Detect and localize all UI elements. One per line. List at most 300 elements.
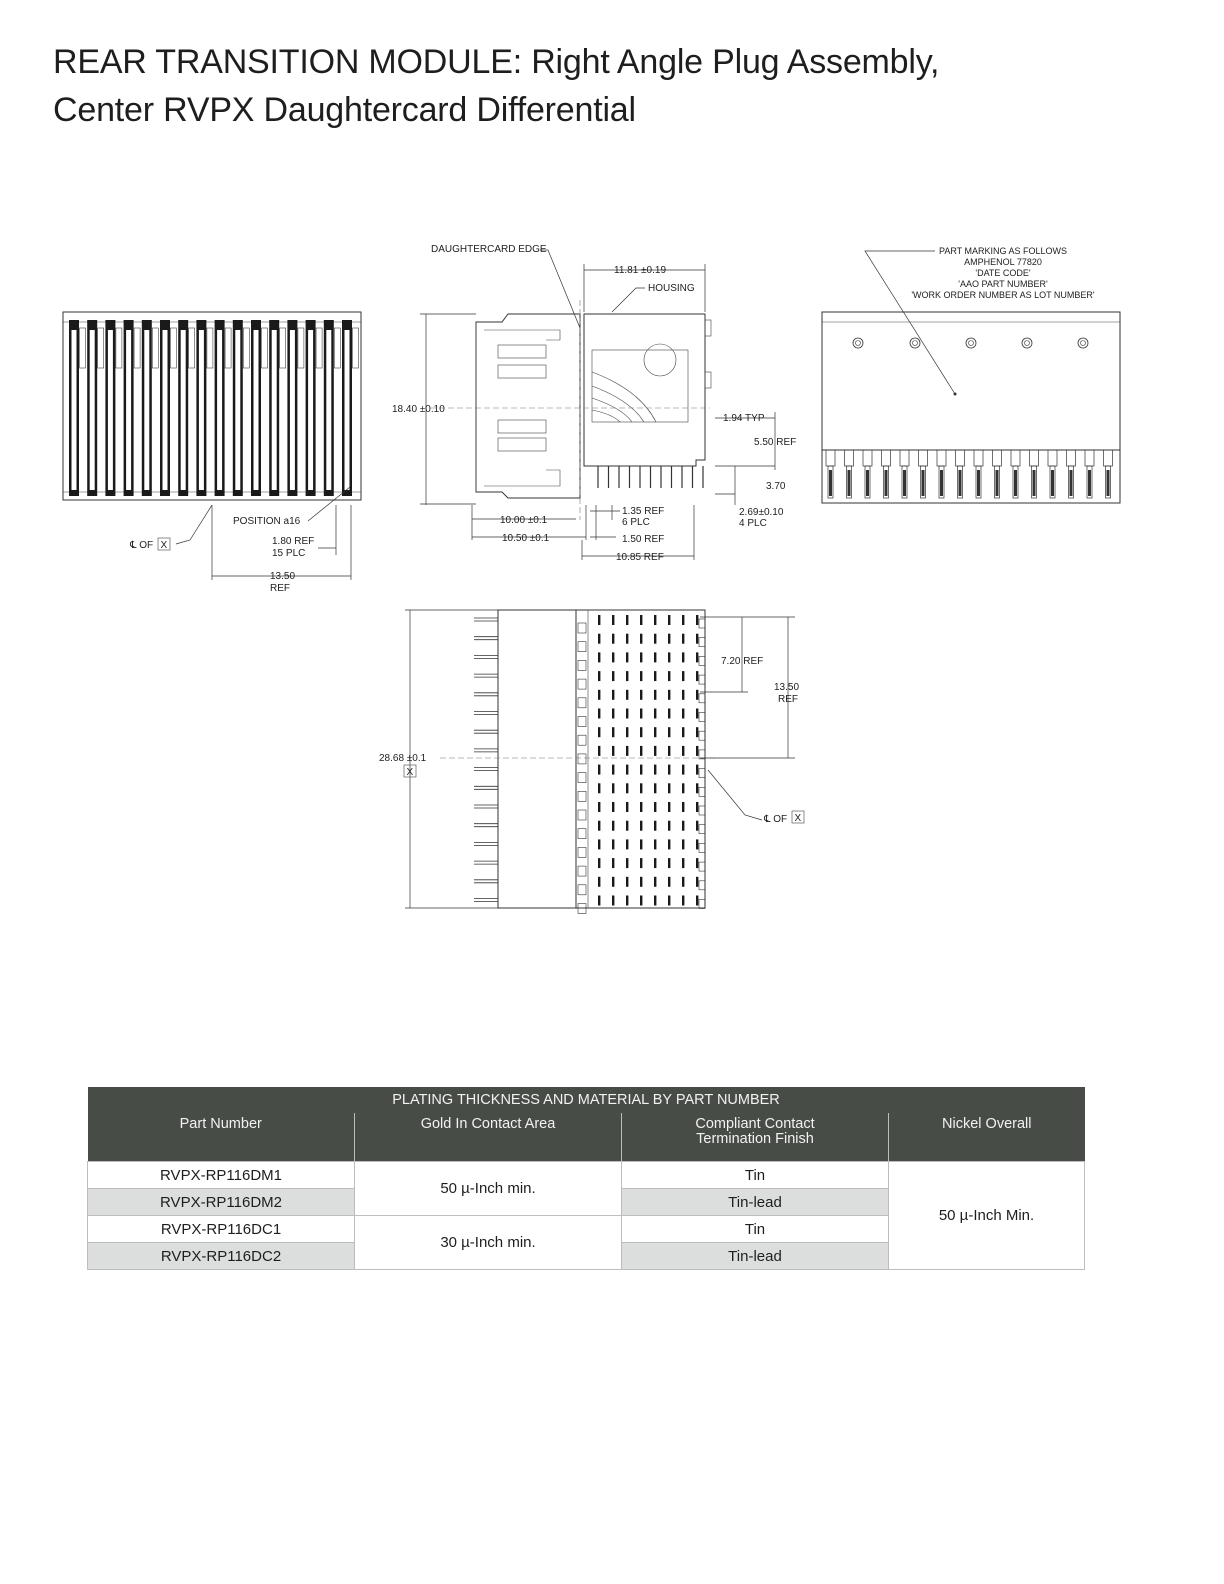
dim-1350-ref: REF	[778, 694, 798, 705]
contact-dot	[612, 690, 614, 700]
contact-dot	[696, 652, 698, 662]
contact-tooth	[1067, 450, 1076, 466]
contact-dot	[654, 821, 656, 831]
wafer-slot	[272, 330, 277, 490]
contact-dot	[612, 671, 614, 681]
wafer-slot	[217, 330, 222, 490]
edge-tab	[699, 862, 705, 871]
contact-fill	[885, 470, 888, 496]
contact-dot	[626, 783, 628, 793]
contact-dot	[668, 877, 670, 887]
contact-dot	[640, 877, 642, 887]
side-tab	[578, 829, 586, 839]
contact-dot	[654, 709, 656, 719]
contact-dot	[682, 839, 684, 849]
contact-dot	[654, 783, 656, 793]
contact-dot	[598, 652, 600, 662]
wafer-tab	[80, 328, 86, 368]
contact-dot	[682, 802, 684, 812]
contact-dot	[640, 634, 642, 644]
rear-view-contacts	[826, 450, 1113, 498]
contact-dot	[612, 765, 614, 775]
contact-dot	[668, 746, 670, 756]
header-gold: Gold In Contact Area	[355, 1113, 622, 1162]
contact-dot	[626, 802, 628, 812]
length-dim: 28.68 ±0.1	[379, 753, 427, 764]
contact-dot	[612, 634, 614, 644]
contact-dot	[598, 802, 600, 812]
pitch-dim: 1.80 REF	[272, 536, 315, 547]
contact-dot	[598, 690, 600, 700]
contact-dot	[626, 652, 628, 662]
side-tab	[578, 754, 586, 764]
wafer-slot	[144, 330, 149, 490]
side-datum-x: X	[160, 540, 168, 551]
bottom-view	[379, 610, 804, 914]
contact-dot	[612, 896, 614, 906]
contact-dot	[682, 652, 684, 662]
header-nickel: Nickel Overall	[889, 1113, 1085, 1162]
contact-dot	[682, 765, 684, 775]
edge-tab	[699, 750, 705, 759]
marking-line-1: PART MARKING AS FOLLOWS	[938, 246, 1068, 256]
bottom-datum-x: X	[406, 767, 414, 778]
edge-tab	[699, 843, 705, 852]
contact-tooth	[1011, 450, 1020, 466]
side-tab	[578, 810, 586, 820]
wafer-slot	[308, 330, 313, 490]
contact-dot	[696, 839, 698, 849]
contact-dot	[668, 634, 670, 644]
wafer-tab	[262, 328, 268, 368]
mounting-hole-inner	[913, 341, 918, 346]
contact-tooth	[919, 450, 928, 466]
mounting-hole	[1078, 338, 1088, 348]
mounting-hole-inner	[1081, 341, 1086, 346]
contact-dot	[696, 783, 698, 793]
contact-dot	[668, 765, 670, 775]
profile-view	[392, 244, 796, 563]
bottom-centerline-datum: X	[794, 813, 802, 824]
contact-dot	[654, 652, 656, 662]
contact-fill	[1051, 470, 1054, 496]
contact-tooth	[826, 450, 835, 466]
contact-dot	[626, 877, 628, 887]
contact-dot	[668, 802, 670, 812]
edge-tab	[699, 675, 705, 684]
contact-dot	[626, 690, 628, 700]
contact-dot	[696, 821, 698, 831]
contact-dot	[696, 858, 698, 868]
side-tab	[578, 717, 586, 727]
dim-370: 3.70	[766, 481, 786, 492]
profile-pins	[598, 466, 703, 488]
contact-dot	[668, 858, 670, 868]
edge-tab	[699, 787, 705, 796]
contact-dot	[682, 896, 684, 906]
contact-dot	[640, 839, 642, 849]
rear-view	[822, 246, 1120, 503]
side-tab	[578, 773, 586, 783]
contact-dot	[598, 615, 600, 625]
contact-dot	[598, 634, 600, 644]
contact-dot	[682, 709, 684, 719]
dim-720: 7.20 REF	[721, 656, 764, 667]
contact-dot	[612, 877, 614, 887]
wafer-tab	[280, 328, 286, 368]
contact-dot	[682, 746, 684, 756]
contact-dot	[598, 858, 600, 868]
part-number-cell: RVPX-RP116DM2	[88, 1189, 355, 1216]
contact-dot	[626, 634, 628, 644]
contact-dot	[626, 709, 628, 719]
contact-fill	[996, 470, 999, 496]
contact-dot	[654, 896, 656, 906]
wafer-tab	[298, 328, 304, 368]
wafer-slot	[345, 330, 350, 490]
contact-dot	[640, 709, 642, 719]
side-tab	[578, 847, 586, 857]
mounting-hole	[910, 338, 920, 348]
title-line-1: REAR TRANSITION MODULE: Right Angle Plug Assembly,	[53, 43, 940, 81]
contact-fill	[940, 470, 943, 496]
contact-dot	[654, 671, 656, 681]
edge-tab	[699, 694, 705, 703]
side-tab	[578, 885, 586, 895]
contact-dot	[598, 727, 600, 737]
part-number-cell: RVPX-RP116DC2	[88, 1243, 355, 1270]
contact-dot	[598, 709, 600, 719]
marking-line-3: 'DATE CODE'	[975, 268, 1031, 278]
wafer-slot	[90, 330, 95, 490]
wafer-slot	[163, 330, 168, 490]
contact-dot	[682, 858, 684, 868]
wafer-slot	[126, 330, 131, 490]
contact-dot	[668, 615, 670, 625]
overall-width-ref: REF	[270, 583, 290, 594]
wafer-slot	[181, 330, 186, 490]
contact-dot	[668, 783, 670, 793]
contact-dot	[612, 802, 614, 812]
contact-dot	[640, 821, 642, 831]
wafer-tab	[207, 328, 213, 368]
mounting-hole-inner	[969, 341, 974, 346]
contact-dot	[612, 858, 614, 868]
contact-dot	[640, 727, 642, 737]
side-tab	[578, 735, 586, 745]
contact-dot	[612, 821, 614, 831]
contact-fill	[922, 470, 925, 496]
contact-dot	[598, 746, 600, 756]
wafer-slot	[254, 330, 259, 490]
edge-tab	[699, 806, 705, 815]
header-finish	[622, 1113, 889, 1162]
gold-cell-dc: 30 µ-Inch min.	[355, 1216, 622, 1270]
contact-dot	[640, 765, 642, 775]
contact-fill	[866, 470, 869, 496]
contact-dot	[654, 690, 656, 700]
edge-tab	[699, 713, 705, 722]
wafer-tab	[334, 328, 340, 368]
wafer-tab	[189, 328, 195, 368]
contact-dot	[626, 615, 628, 625]
side-view-wafers	[69, 320, 359, 496]
rear-view-holes	[853, 338, 1088, 348]
wafer-tab	[171, 328, 177, 368]
wafer-tab	[243, 328, 249, 368]
contact-dot	[626, 821, 628, 831]
wafer-slot	[72, 330, 77, 490]
wafer-tab	[353, 328, 359, 368]
contact-tooth	[956, 450, 965, 466]
contact-dot	[668, 821, 670, 831]
finish-cell: Tin	[622, 1162, 889, 1189]
bottom-view-leads	[474, 618, 498, 902]
edge-tab	[699, 900, 705, 909]
contact-fill	[959, 470, 962, 496]
contact-dot	[612, 746, 614, 756]
marking-line-2: AMPHENOL 77820	[964, 257, 1042, 267]
finish-cell: Tin-lead	[622, 1243, 889, 1270]
header-finish-line-2: Termination Finish	[696, 1131, 814, 1147]
edge-tab	[699, 825, 705, 834]
side-tab	[578, 679, 586, 689]
contact-fill	[1070, 470, 1073, 496]
contact-dot	[626, 671, 628, 681]
contact-fill	[977, 470, 980, 496]
bottom-view-contact-grid	[578, 615, 705, 914]
contact-dot	[640, 802, 642, 812]
contact-dot	[668, 690, 670, 700]
contact-dot	[696, 690, 698, 700]
contact-dot	[654, 634, 656, 644]
dim-135: 1.35 REF	[622, 506, 665, 517]
housing-width-dim: 11.81 ±0.19	[614, 265, 667, 276]
wafer-tab	[134, 328, 140, 368]
housing-label: HOUSING	[648, 283, 695, 294]
bottom-centerline-label: ℄ OF	[764, 814, 788, 825]
contact-dot	[696, 709, 698, 719]
contact-dot	[668, 839, 670, 849]
contact-dot	[682, 634, 684, 644]
marking-line-5: 'WORK ORDER NUMBER AS LOT NUMBER'	[911, 290, 1095, 300]
contact-dot	[682, 877, 684, 887]
contact-dot	[612, 615, 614, 625]
header-finish-line-1: Compliant Contact	[695, 1116, 815, 1132]
side-tab	[578, 660, 586, 670]
contact-dot	[626, 765, 628, 775]
header-part-number: Part Number	[88, 1113, 355, 1162]
plc-4: 4 PLC	[739, 518, 767, 529]
contact-dot	[682, 690, 684, 700]
contact-tooth	[900, 450, 909, 466]
dim-1350: 13.50	[774, 682, 800, 693]
contact-dot	[696, 671, 698, 681]
contact-tooth	[1048, 450, 1057, 466]
contact-dot	[640, 783, 642, 793]
contact-dot	[598, 896, 600, 906]
plc-6: 6 PLC	[622, 517, 650, 528]
contact-dot	[612, 709, 614, 719]
contact-dot	[640, 652, 642, 662]
contact-tooth	[882, 450, 891, 466]
contact-dot	[668, 671, 670, 681]
mounting-hole-inner	[1025, 341, 1030, 346]
wafer-slot	[326, 330, 331, 490]
contact-dot	[668, 727, 670, 737]
dim-1085: 10.85 REF	[616, 552, 664, 563]
mounting-hole	[1022, 338, 1032, 348]
contact-dot	[696, 802, 698, 812]
title-line-2: Center RVPX Daughtercard Differential	[53, 91, 636, 129]
contact-fill	[1033, 470, 1036, 496]
contact-fill	[829, 470, 832, 496]
wafer-tab	[316, 328, 322, 368]
contact-dot	[696, 877, 698, 887]
contact-dot	[626, 839, 628, 849]
mounting-hole	[966, 338, 976, 348]
contact-dot	[598, 839, 600, 849]
contact-tooth	[1104, 450, 1113, 466]
rear-view-outline	[822, 312, 1120, 450]
contact-dot	[626, 727, 628, 737]
contact-dot	[696, 746, 698, 756]
contact-dot	[612, 839, 614, 849]
contact-dot	[654, 727, 656, 737]
contact-dot	[696, 634, 698, 644]
contact-dot	[682, 821, 684, 831]
edge-tab	[699, 731, 705, 740]
contact-dot	[682, 727, 684, 737]
mounting-hole-inner	[856, 341, 861, 346]
contact-dot	[598, 821, 600, 831]
contact-dot	[598, 783, 600, 793]
contact-tooth	[845, 450, 854, 466]
contact-dot	[668, 652, 670, 662]
dim-269: 2.69±0.10	[739, 507, 784, 518]
contact-dot	[598, 765, 600, 775]
contact-fill	[848, 470, 851, 496]
contact-dot	[640, 896, 642, 906]
contact-dot	[696, 765, 698, 775]
finish-cell: Tin	[622, 1216, 889, 1243]
contact-dot	[682, 783, 684, 793]
side-tab	[578, 642, 586, 652]
contact-dot	[654, 765, 656, 775]
table-row	[88, 1162, 1085, 1189]
contact-dot	[640, 671, 642, 681]
side-tab	[578, 791, 586, 801]
contact-fill	[903, 470, 906, 496]
contact-dot	[598, 877, 600, 887]
contact-tooth	[993, 450, 1002, 466]
edge-tab	[699, 769, 705, 778]
contact-dot	[640, 690, 642, 700]
contact-dot	[696, 615, 698, 625]
pitch-count: 15 PLC	[272, 548, 306, 559]
contact-dot	[654, 839, 656, 849]
wafer-slot	[199, 330, 204, 490]
contact-fill	[1014, 470, 1017, 496]
typ-dim: 1.94 TYP	[723, 413, 765, 424]
contact-tooth	[1085, 450, 1094, 466]
contact-dot	[612, 652, 614, 662]
contact-tooth	[1030, 450, 1039, 466]
contact-dot	[598, 671, 600, 681]
wafer-tab	[152, 328, 158, 368]
contact-dot	[612, 727, 614, 737]
height-dim: 18.40 ±0.10	[392, 404, 445, 415]
contact-dot	[640, 746, 642, 756]
overall-width-dim: 13.50	[270, 571, 296, 582]
side-tab	[578, 698, 586, 708]
mounting-hole	[853, 338, 863, 348]
contact-dot	[654, 858, 656, 868]
bottom-card-block	[498, 610, 576, 908]
wafer-tab	[225, 328, 231, 368]
table-caption: PLATING THICKNESS AND MATERIAL BY PART NUMBER	[88, 1087, 1085, 1113]
contact-dot	[682, 671, 684, 681]
contact-dot	[668, 896, 670, 906]
contact-dot	[668, 709, 670, 719]
marking-line-4: 'AAO PART NUMBER'	[958, 279, 1048, 289]
contact-dot	[696, 727, 698, 737]
wafer-slot	[108, 330, 113, 490]
part-number-cell: RVPX-RP116DC1	[88, 1216, 355, 1243]
dim-1050: 10.50 ±0.1	[502, 533, 550, 544]
edge-tab	[699, 638, 705, 647]
contact-dot	[626, 858, 628, 868]
card-body	[476, 314, 580, 498]
finish-cell: Tin-lead	[622, 1189, 889, 1216]
side-tab	[578, 866, 586, 876]
contact-tooth	[863, 450, 872, 466]
dim-1000: 10.00 ±0.1	[500, 515, 548, 526]
dim-150: 1.50 REF	[622, 534, 665, 545]
contact-dot	[654, 746, 656, 756]
plating-table	[87, 1087, 1085, 1270]
wafer-tab	[116, 328, 122, 368]
contact-dot	[626, 746, 628, 756]
contact-dot	[654, 802, 656, 812]
contact-dot	[626, 896, 628, 906]
edge-tab	[699, 881, 705, 890]
wafer-slot	[235, 330, 240, 490]
daughtercard-edge-label: DAUGHTERCARD EDGE	[431, 244, 547, 255]
contact-tooth	[974, 450, 983, 466]
gold-cell-dm: 50 µ-Inch min.	[355, 1162, 622, 1216]
side-centerline-label: ℄ OF	[130, 540, 154, 551]
side-tab	[578, 623, 586, 633]
edge-tab	[699, 656, 705, 665]
contact-dot	[682, 615, 684, 625]
nickel-cell: 50 µ-Inch Min.	[889, 1162, 1085, 1270]
contact-dot	[696, 896, 698, 906]
contact-dot	[612, 783, 614, 793]
wafer-tab	[98, 328, 104, 368]
contact-tooth	[937, 450, 946, 466]
side-view	[63, 312, 361, 594]
contact-dot	[654, 877, 656, 887]
edge-tab	[699, 619, 705, 628]
contact-dot	[640, 615, 642, 625]
position-label: POSITION a16	[233, 516, 301, 527]
wafer-slot	[290, 330, 295, 490]
part-number-cell: RVPX-RP116DM1	[88, 1162, 355, 1189]
contact-fill	[1088, 470, 1091, 496]
plating-table-container	[87, 1087, 1084, 1270]
contact-dot	[654, 615, 656, 625]
